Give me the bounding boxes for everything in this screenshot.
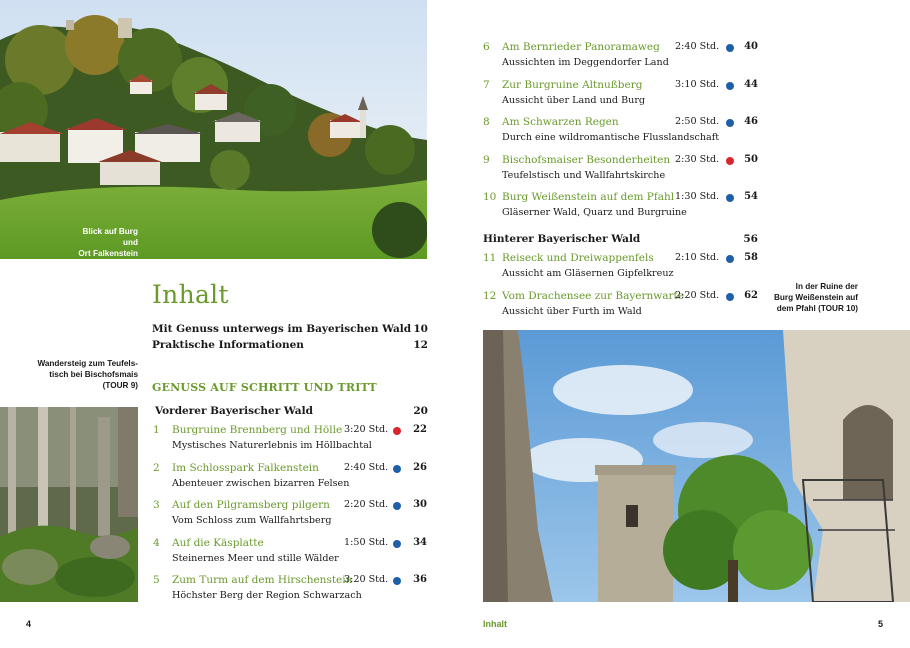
tour-subtitle: Durch eine wildromantische Flusslandschaft — [502, 132, 720, 143]
tour-subtitle: Teufelstisch und Wallfahrtskirche — [502, 169, 666, 181]
section-label: Mit Genuss unterwegs im Bayerischen Wald — [152, 323, 412, 335]
caption-line: Burg Weißenstein auf — [773, 293, 858, 302]
tour-subtitle: Höchster Berg der Region Schwarzach — [172, 590, 362, 601]
tour-duration: 3:20 Std. — [344, 574, 389, 585]
tour-title: Burg Weißenstein auf dem Pfahl — [502, 191, 675, 203]
difficulty-dot-icon — [726, 119, 734, 127]
difficulty-dot-icon — [393, 465, 401, 473]
tour-page: 36 — [413, 574, 427, 585]
tour-subtitle: Steinernes Meer und stille Wälder — [172, 552, 339, 564]
tour-title: Zur Burgruine Altnußberg — [502, 78, 643, 91]
tour-subtitle: Abenteuer zwischen bizarren Felsen — [172, 477, 350, 489]
tour-page: 44 — [744, 78, 758, 90]
photo-ruin — [483, 330, 910, 602]
tour-row[interactable] — [483, 191, 758, 225]
tour-duration: 1:30 Std. — [675, 191, 720, 202]
section-page: 10 — [413, 323, 428, 335]
tour-page: 46 — [744, 116, 758, 127]
tour-row[interactable] — [153, 574, 427, 608]
tour-title: Zum Turm auf dem Hirschenstein — [172, 574, 353, 586]
photo-top-caption — [72, 226, 138, 270]
region-page: 20 — [413, 405, 428, 417]
caption-line: tisch bei Bischofsmais — [49, 370, 138, 379]
tour-duration: 2:50 Std. — [675, 116, 720, 127]
tour-title: Am Bernrieder Panoramaweg — [502, 41, 660, 53]
tour-number: 12 — [483, 289, 497, 302]
tour-row[interactable] — [153, 499, 427, 533]
caption-line: dem Pfahl (TOUR 10) — [776, 304, 858, 313]
tour-title: Vom Drachensee zur Bayernwarte — [502, 289, 684, 302]
page-number-left: 4 — [26, 619, 32, 629]
tour-number: 8 — [483, 116, 490, 128]
tour-row[interactable] — [153, 462, 427, 496]
tour-row[interactable] — [483, 41, 758, 75]
region-label: Hinterer Bayerischer Wald — [483, 233, 641, 245]
region-vorderer[interactable] — [155, 405, 428, 417]
caption-line: Wandersteig zum Teufels- — [37, 359, 138, 368]
tour-title: Reiseck und Dreiwappenfels — [502, 252, 654, 264]
tour-title: Im Schlosspark Falkenstein — [172, 461, 319, 474]
tour-title: Auf den Pilgramsberg pilgern — [172, 499, 330, 511]
tour-row[interactable] — [483, 79, 758, 113]
tour-subtitle: Aussicht über Land und Burg — [502, 94, 646, 106]
tour-number: 10 — [483, 191, 497, 203]
tour-subtitle: Vom Schloss zum Wallfahrtsberg — [172, 515, 332, 526]
tour-page: 58 — [744, 252, 758, 263]
tour-page: 62 — [744, 289, 758, 301]
difficulty-dot-icon — [393, 427, 401, 435]
toc-section-praktisch[interactable] — [152, 339, 428, 351]
difficulty-dot-icon — [726, 255, 734, 263]
photo-falkenstein — [0, 0, 427, 259]
tour-page: 40 — [744, 41, 758, 52]
footer-label: Inhalt — [483, 619, 507, 629]
photo-forest — [0, 407, 138, 602]
tour-row[interactable] — [153, 424, 427, 458]
tour-title: Bischofsmaiser Besonderheiten — [502, 153, 671, 166]
tour-duration: 2:40 Std. — [344, 461, 389, 473]
tour-number: 2 — [153, 461, 160, 474]
tour-row[interactable] — [483, 290, 758, 324]
page-title: Inhalt — [152, 280, 229, 309]
difficulty-dot-icon — [726, 44, 734, 52]
tour-duration: 2:20 Std. — [675, 289, 720, 301]
photo-right-caption — [762, 281, 858, 314]
tour-row[interactable] — [483, 154, 758, 188]
region-label: Vorderer Bayerischer Wald — [155, 405, 313, 417]
tour-number: 6 — [483, 41, 490, 53]
photo-left-caption — [18, 358, 138, 391]
difficulty-dot-icon — [726, 293, 734, 301]
tour-row[interactable] — [153, 537, 427, 571]
tour-number: 4 — [153, 536, 160, 549]
tour-duration: 2:30 Std. — [675, 153, 720, 165]
tour-page: 34 — [413, 536, 427, 548]
tour-duration: 3:20 Std. — [344, 424, 389, 435]
tour-page: 30 — [413, 499, 427, 510]
tour-page: 22 — [413, 424, 427, 435]
tour-duration: 2:20 Std. — [344, 499, 389, 510]
tour-subtitle: Aussicht am Gläsernen Gipfelkreuz — [502, 268, 674, 279]
tour-row[interactable] — [483, 252, 758, 286]
tour-row[interactable] — [483, 116, 758, 150]
toc-section-genuss[interactable] — [152, 323, 428, 335]
tour-title: Am Schwarzen Regen — [502, 116, 619, 128]
difficulty-dot-icon — [726, 82, 734, 90]
tour-title: Auf die Käsplatte — [172, 536, 264, 549]
tour-number: 9 — [483, 153, 490, 166]
tour-number: 7 — [483, 78, 490, 91]
tour-page: 50 — [744, 153, 758, 165]
page-number-right: 5 — [878, 619, 884, 629]
difficulty-dot-icon — [726, 194, 734, 202]
caption-line: (TOUR 9) — [102, 381, 138, 390]
tour-number: 5 — [153, 574, 160, 586]
caption-line: Blick auf Burg und — [82, 227, 138, 247]
category-heading: GENUSS AUF SCHRITT UND TRITT — [152, 381, 377, 394]
difficulty-dot-icon — [393, 502, 401, 510]
caption-line: In der Ruine der — [795, 282, 858, 291]
caption-line: Ort Falkenstein (TOUR 2) — [78, 249, 138, 269]
tour-subtitle: Aussicht über Furth im Wald — [502, 305, 642, 317]
tour-subtitle: Mystisches Naturerlebnis im Höllbachtal — [172, 440, 372, 451]
tour-duration: 2:40 Std. — [675, 41, 720, 52]
difficulty-dot-icon — [726, 157, 734, 165]
tour-subtitle: Gläserner Wald, Quarz und Burgruine — [502, 207, 687, 218]
tour-duration: 3:10 Std. — [675, 78, 720, 90]
tour-number: 1 — [153, 424, 160, 436]
tour-title: Burgruine Brennberg und Hölle — [172, 424, 343, 436]
section-page: 12 — [413, 339, 428, 351]
tour-page: 54 — [744, 191, 758, 202]
tour-page: 26 — [413, 461, 427, 473]
tour-duration: 2:10 Std. — [675, 252, 720, 263]
section-label: Praktische Informationen — [152, 339, 304, 351]
tour-duration: 1:50 Std. — [344, 536, 389, 548]
difficulty-dot-icon — [393, 540, 401, 548]
region-hinterer[interactable] — [483, 233, 758, 245]
tour-number: 3 — [153, 499, 160, 511]
tour-subtitle: Aussichten im Deggendorfer Land — [502, 57, 669, 68]
region-page: 56 — [743, 233, 758, 245]
difficulty-dot-icon — [393, 577, 401, 585]
tour-number: 11 — [483, 252, 497, 264]
